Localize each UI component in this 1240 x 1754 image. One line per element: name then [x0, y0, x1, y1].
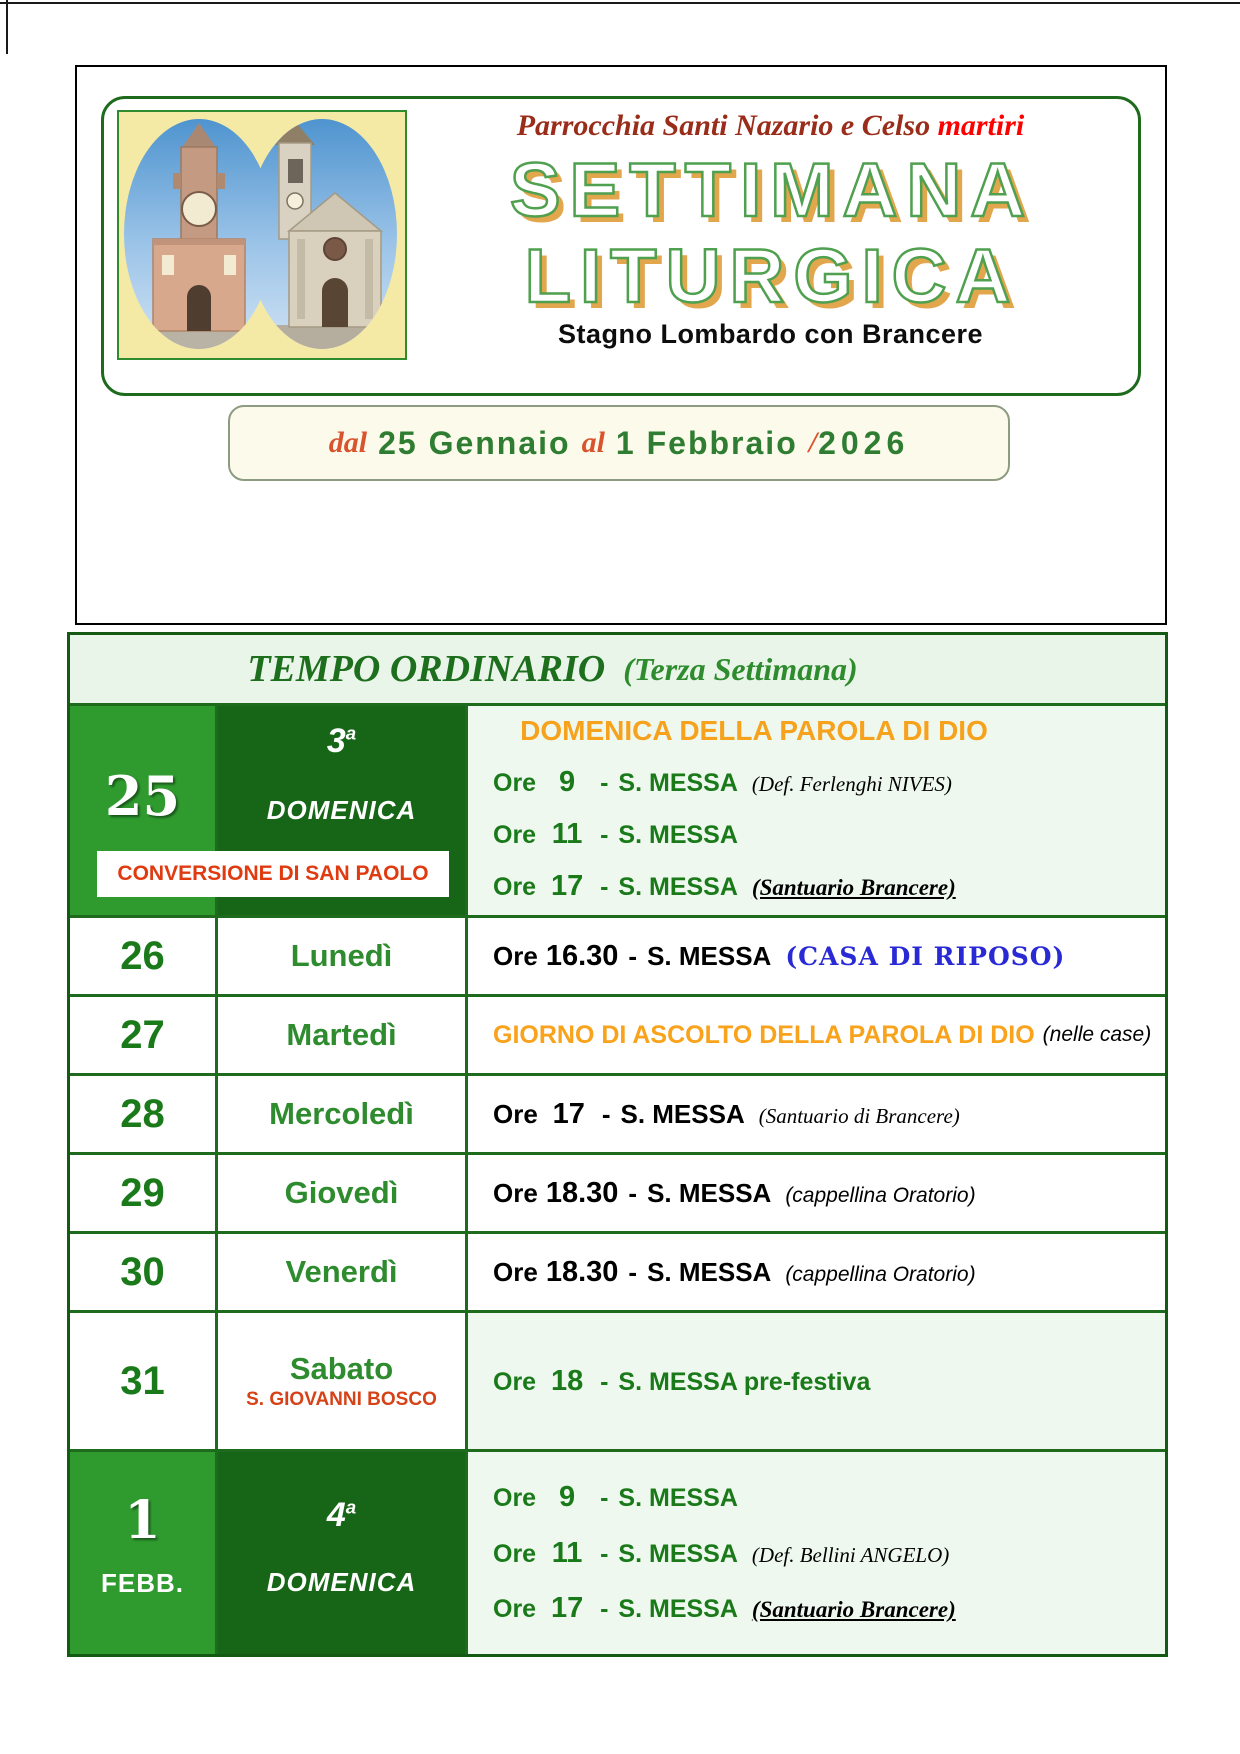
mass-label: S. MESSA pre-festiva [618, 1367, 871, 1396]
row-26-date-cell [70, 918, 218, 997]
masthead [101, 96, 1141, 396]
ordinal-number: 4 [326, 1496, 346, 1534]
row-1feb-dayname-cell [218, 1452, 468, 1654]
mass-label: S. MESSA [647, 1256, 772, 1287]
day-name: Giovedì [284, 1175, 399, 1210]
feast-box-conversione [97, 851, 449, 897]
banner-separator: / [808, 426, 818, 459]
mass-time: 9 [559, 1480, 576, 1513]
dash: - [628, 940, 638, 971]
row-27-date-cell [70, 997, 218, 1076]
parish-name-main: Parrocchia Santi Nazario e Celso [516, 109, 931, 142]
row-31-schedule-cell [468, 1313, 1165, 1452]
liturgy-table [67, 632, 1168, 1657]
banner-word-to: al [581, 426, 605, 459]
date-number-29: 29 [120, 1170, 165, 1215]
month-label: FEBB. [101, 1568, 184, 1598]
mass-label: S. MESSA [618, 1539, 738, 1568]
dash: - [600, 769, 609, 797]
row-31-dayname-cell [218, 1313, 468, 1452]
masthead-outer-box [75, 65, 1167, 625]
mass-line [493, 1481, 1165, 1514]
row-29-date-cell [70, 1155, 218, 1234]
row-27-dayname-cell [218, 997, 468, 1076]
row-30-date-cell [70, 1234, 218, 1313]
row-28-schedule-cell [468, 1076, 1165, 1155]
date-number-30: 30 [120, 1249, 165, 1294]
mass-time: 18.30 [545, 1176, 619, 1209]
mass-line [493, 766, 1165, 799]
scan-artifact-left [6, 0, 8, 54]
mass-time: 9 [559, 766, 576, 798]
sunday-headline: DOMENICA DELLA PAROLA DI DIO [520, 715, 988, 746]
mass-time: 17 [552, 1097, 585, 1130]
ore-word: Ore [493, 1539, 537, 1568]
mass-label: S. MESSA [618, 1595, 738, 1624]
date-number-28: 28 [120, 1091, 165, 1136]
row-27-schedule-cell [468, 997, 1165, 1076]
season-title: TEMPO ORDINARIO [247, 648, 606, 690]
mass-note: (Santuario di Brancere) [758, 1103, 960, 1128]
ordinal-suffix: a [345, 722, 357, 744]
mass-time: 18.30 [545, 1255, 619, 1288]
parish-name-accent: martiri [937, 109, 1025, 142]
feast-label: CONVERSIONE DI SAN PAOLO [117, 862, 429, 885]
ore-word: Ore [493, 1483, 537, 1512]
row-30-dayname-cell [218, 1234, 468, 1313]
banner-start-date: 25 Gennaio [378, 424, 571, 461]
dash: - [628, 1256, 638, 1287]
dash: - [600, 1539, 609, 1568]
season-week: (Terza Settimana) [623, 650, 858, 687]
mass-line [493, 1592, 1165, 1625]
dash: - [628, 1177, 638, 1208]
mass-label: S. MESSA [647, 940, 772, 971]
mass-note-casa-di-riposo: (CASA DI RIPOSO) [785, 941, 1066, 971]
dash: - [600, 1595, 609, 1624]
row-31-date-cell [70, 1313, 218, 1452]
mass-line [493, 1365, 870, 1398]
mass-note: (cappellina Oratorio) [785, 1262, 976, 1286]
ore-word: Ore [493, 1256, 538, 1287]
church-photos [117, 110, 407, 360]
mass-time: 16.30 [545, 939, 619, 972]
dash: - [600, 1483, 609, 1512]
date-number-1: 1 [124, 1490, 161, 1551]
row-29-dayname-cell [218, 1155, 468, 1234]
date-number-25: 25 [104, 764, 181, 828]
scan-artifact-top [0, 2, 1240, 4]
mass-line [493, 870, 1165, 903]
ore-word: Ore [493, 873, 537, 901]
banner-end-date: 1 Febbraio [615, 424, 798, 461]
mass-time: 17 [550, 1592, 584, 1625]
mass-time: 11 [551, 1536, 583, 1569]
ore-word: Ore [493, 769, 537, 797]
date-number-31: 31 [120, 1358, 165, 1403]
day-name: DOMENICA [266, 795, 417, 825]
event-label: GIORNO DI ASCOLTO DELLA PAROLA DI DIO [493, 1020, 1035, 1049]
mass-label: S. MESSA [618, 821, 738, 849]
ore-word: Ore [493, 1595, 537, 1624]
mass-line [493, 818, 1165, 851]
row-26-schedule-cell [468, 918, 1165, 997]
day-name: Venerdì [285, 1254, 398, 1289]
day-name: Mercoledì [269, 1096, 414, 1131]
ore-word: Ore [493, 1177, 538, 1208]
date-range-banner [228, 405, 1010, 481]
mass-note-underlined: (Santuario Brancere) [751, 1597, 956, 1623]
dash: - [600, 873, 609, 901]
day-name: Martedì [286, 1017, 397, 1052]
dash: - [600, 821, 609, 849]
day-name: Lunedì [290, 938, 393, 973]
event-note: (nelle case) [1042, 1023, 1152, 1046]
ore-word: Ore [493, 821, 537, 849]
ore-word: Ore [493, 1367, 537, 1396]
mass-time: 11 [551, 818, 583, 850]
banner-year: 2026 [818, 424, 910, 461]
mass-line [493, 1537, 1165, 1570]
mass-time: 17 [550, 870, 584, 902]
mass-time: 18 [550, 1364, 584, 1397]
mass-line [493, 1256, 976, 1289]
row-25-schedule-cell [468, 706, 1165, 918]
day-name: DOMENICA [266, 1567, 417, 1597]
locality-subtitle: Stagno Lombardo con Brancere [557, 319, 984, 349]
mass-line [493, 940, 1065, 973]
mass-label: S. MESSA [618, 1483, 738, 1512]
banner-word-from: dal [328, 426, 368, 459]
mass-label: S. MESSA [647, 1177, 772, 1208]
mass-note-underlined: (Santuario Brancere) [751, 875, 956, 900]
mass-line [493, 1177, 976, 1210]
dash: - [600, 1367, 609, 1396]
church-illustration-brancere [247, 119, 397, 349]
dash: - [601, 1098, 611, 1129]
page-title-line1: SETTIMANA [509, 148, 1035, 233]
date-number-26: 26 [120, 933, 165, 978]
row-1feb-date-cell [70, 1452, 218, 1654]
date-number-27: 27 [120, 1012, 165, 1057]
mass-note: (Def. Bellini ANGELO) [751, 1542, 950, 1567]
row-26-dayname-cell [218, 918, 468, 997]
ordinal-suffix: a [345, 1496, 357, 1518]
mass-note: (Def. Ferlenghi NIVES) [751, 772, 952, 796]
parish-name [419, 109, 1122, 143]
row-29-schedule-cell [468, 1155, 1165, 1234]
row-28-date-cell [70, 1076, 218, 1155]
ordinal-number: 3 [326, 722, 346, 760]
day-feast-label: S. GIOVANNI BOSCO [246, 1389, 437, 1410]
row-28-dayname-cell [218, 1076, 468, 1155]
mass-line [493, 1098, 960, 1131]
mass-label: S. MESSA [618, 769, 738, 797]
row-30-schedule-cell [468, 1234, 1165, 1313]
day-name: Sabato [289, 1351, 394, 1386]
church-photo-right [247, 119, 397, 349]
sunday-ordinal [327, 722, 356, 761]
ore-word: Ore [493, 1098, 538, 1129]
mass-label: S. MESSA [620, 1098, 745, 1129]
season-header-row [70, 635, 1165, 706]
row-1feb-schedule-cell [468, 1452, 1165, 1654]
page-title-line2: LITURGICA [524, 234, 1020, 319]
sunday-ordinal [327, 1496, 356, 1535]
mass-label: S. MESSA [618, 873, 738, 901]
mass-note: (cappellina Oratorio) [785, 1183, 976, 1207]
ore-word: Ore [493, 940, 538, 971]
